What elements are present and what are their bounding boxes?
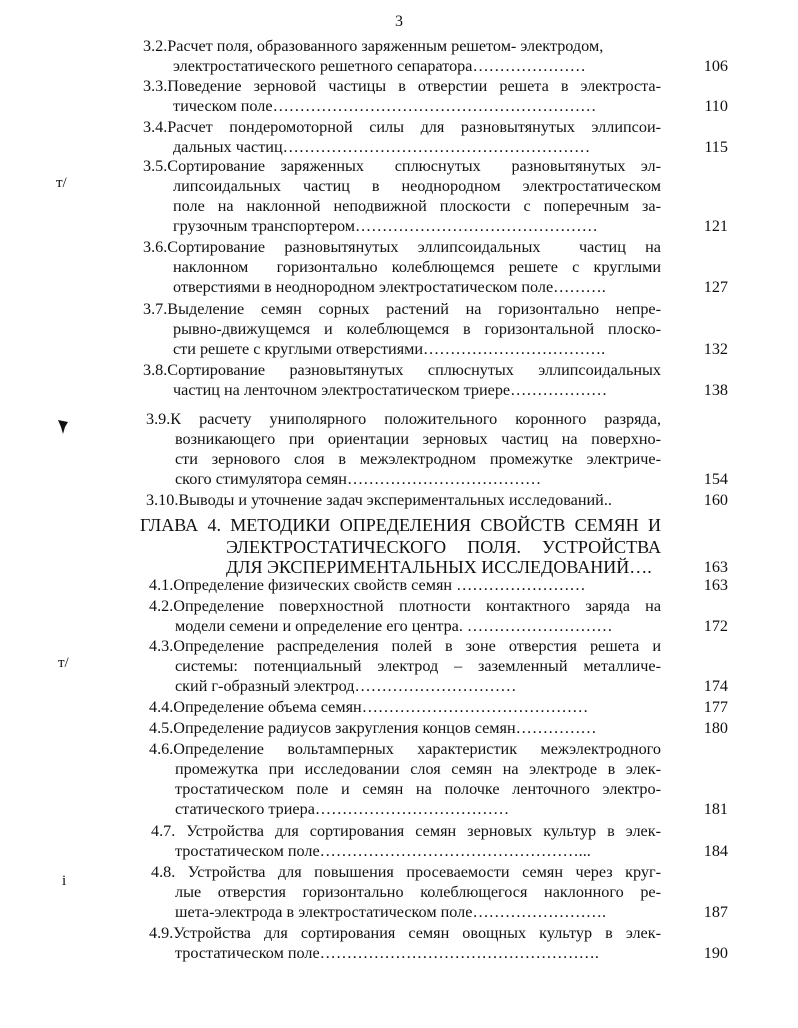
toc-line: тростатическом поле……………………………………………. — [175, 944, 599, 962]
toc-line: статического триера……………………………… — [175, 800, 510, 818]
page-number: 3 — [395, 13, 403, 30]
toc-line: 3.9.К расчету униполярного положительного коронного разряда, — [146, 410, 661, 428]
toc-line: 3.6.Сортирование разновытянутых эллипсоидальных частиц на — [143, 238, 661, 256]
toc-page-number: 174 — [703, 677, 728, 695]
toc-page-number: 187 — [703, 903, 728, 921]
margin-mark: т/ — [56, 175, 67, 191]
toc-line: ГЛАВА 4. МЕТОДИКИ ОПРЕДЕЛЕНИЯ СВОЙСТВ СЕМЯН И — [140, 515, 661, 535]
toc-line: тростатическом поле и семян на полочке ленточного электро- — [175, 780, 661, 798]
toc-line: 4.2.Определение поверхностной плотности контактного заряда на — [149, 597, 661, 615]
toc-page-number: 138 — [703, 381, 728, 399]
toc-page-number: 181 — [703, 800, 728, 818]
toc-page-number: 172 — [703, 617, 728, 635]
toc-line: возникающего при ориентации зерновых частиц на поверхно- — [175, 430, 661, 448]
toc-line: сти решете с круглыми отверстиями……………………………. — [173, 340, 606, 358]
toc-line: 4.3.Определение распределения полей в зоне отверстия решета и — [149, 637, 661, 655]
toc-page-number: 163 — [703, 576, 728, 594]
toc-line: 3.10.Выводы и уточнение задач экспериментальных исследований.. — [146, 491, 612, 509]
toc-line: 4.6.Определение вольтамперных характеристик межэлектродного — [149, 740, 661, 758]
toc-line: системы: потенциальный электрод – заземленный металличе- — [175, 657, 661, 675]
toc-line: дальных частиц………………………………………………… — [173, 138, 591, 156]
margin-mark: і — [62, 873, 67, 889]
toc-line: ЭЛЕКТРОСТАТИЧЕСКОГО ПОЛЯ. УСТРОЙСТВА — [226, 537, 661, 557]
toc-line: 3.7.Выделение семян сорных растений на горизонтально непре- — [143, 300, 661, 318]
toc-line: сти зернового слоя в межэлектродном промежутке электриче- — [175, 450, 661, 468]
toc-line: наклонном горизонтально колеблющемся решете с круглыми — [173, 258, 661, 276]
toc-page-number: 180 — [703, 719, 728, 737]
toc-line: отверстиями в неоднородном электростатическом поле………. — [173, 278, 606, 296]
toc-line: 4.9.Устройства для сортирования семян овощных культур в элек- — [149, 924, 661, 942]
toc-line: 4.8. Устройства для повышения просеваемости семян через круг- — [151, 863, 661, 881]
toc-page-number: 154 — [703, 470, 728, 488]
toc-page-number: 184 — [703, 842, 728, 860]
toc-line: частиц на ленточном электростатическом триере……………… — [173, 381, 608, 399]
toc-line: поле на наклонной неподвижной плоскости с поперечным за- — [173, 197, 661, 215]
toc-line: 4.5.Определение радиусов закругления концов семян…………… — [149, 719, 597, 737]
toc-line: тростатическом поле…………………………………………... — [175, 842, 591, 860]
toc-page-number: 160 — [703, 491, 728, 509]
toc-line: липсоидальных частиц в неоднородном электростатическом — [173, 177, 661, 195]
toc-line: ДЛЯ ЭКСПЕРИМЕНТАЛЬНЫХ ИССЛЕДОВАНИЙ…. — [226, 557, 652, 577]
toc-line: 3.3.Поведение зерновой частицы в отверстии решета в электроста- — [143, 77, 661, 95]
toc-page-number: 115 — [704, 138, 728, 156]
toc-line: электростатического решетного сепаратора………………… — [173, 57, 586, 75]
toc-line: 3.2.Расчет поля, образованного заряженным решетом- электродом, — [143, 37, 604, 55]
toc-page-number: 127 — [703, 278, 728, 296]
toc-page-number: 163 — [703, 558, 728, 576]
toc-page-number: 190 — [703, 944, 728, 962]
toc-line: лые отверстия горизонтально колеблющегося наклонного ре- — [175, 883, 661, 901]
toc-page-number: 177 — [703, 698, 728, 716]
toc-line: 3.4.Расчет пондеромоторной силы для разновытянутых эллипсои- — [143, 118, 661, 136]
margin-mark: т/ — [58, 655, 69, 671]
toc-line: промежутка при исследовании слоя семян на электроде в элек- — [175, 760, 661, 778]
toc-line: модели семени и определение его центра. ……………………… — [175, 617, 613, 635]
toc-page-number: 121 — [703, 217, 728, 235]
toc-line: тическом поле…………………………………………………… — [173, 97, 597, 115]
toc-line: ский г-образный электрод………………………… — [175, 677, 517, 695]
toc-line: 3.5.Сортирование заряженных сплюснутых разновытянутых эл- — [143, 157, 661, 175]
toc-line: 3.8.Сортирование разновытянутых сплюснутых эллипсоидальных — [143, 361, 661, 379]
toc-line: ского стимулятора семян……………………………… — [175, 470, 542, 488]
toc-line: рывно-движущемся и колеблющемся в горизонтальной плоско- — [173, 320, 661, 338]
toc-line: 4.1.Определение физических свойств семян …………………… — [149, 576, 586, 594]
toc-line: 4.7. Устройства для сортирования семян зерновых культур в элек- — [151, 822, 661, 840]
toc-line: грузочным транспортером……………………………………… — [173, 217, 598, 235]
toc-page-number: 132 — [703, 340, 728, 358]
toc-line: 4.4.Определение объема семян…………………………………… — [149, 698, 589, 716]
toc-page-number: 106 — [703, 57, 728, 75]
toc-page-number: 110 — [704, 97, 728, 115]
toc-line: шета-электрода в электростатическом поле……………………. — [175, 903, 606, 921]
